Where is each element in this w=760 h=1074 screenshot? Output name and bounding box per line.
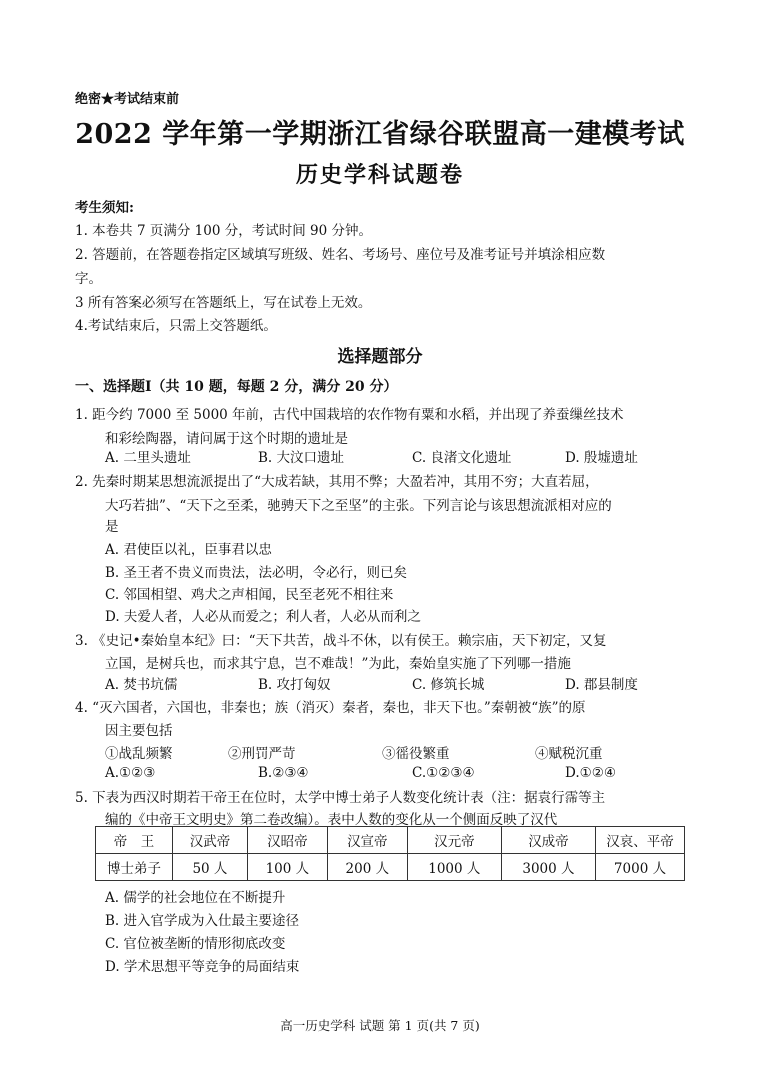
table-header-cell: 汉成帝 [501, 827, 595, 854]
table-header-cell: 汉宣帝 [327, 827, 407, 854]
q4-option-a: A.①②③ [105, 765, 156, 781]
confidential-label: 绝密★考试结束前 [75, 92, 180, 107]
q4-item-4: ④赋税沉重 [535, 746, 603, 762]
question-4-line: 因主要包括 [105, 723, 173, 739]
question-2-line: 2. 先秦时期某思想流派提出了“大成若缺，其用不弊；大盈若冲，其用不穷；大直若屈， [75, 474, 599, 490]
q3-option-b: B. 攻打匈奴 [258, 677, 331, 693]
notice-item: 2. 答题前，在答题卷指定区域填写班级、姓名、考场号、座位号及准考证号并填涂相应数 [75, 247, 606, 263]
q5-option-d: D. 学术思想平等竞争的局面结束 [105, 959, 300, 975]
q4-item-1: ①战乱频繁 [105, 746, 173, 762]
table-header-cell: 汉元帝 [407, 827, 501, 854]
q2-option-c: C. 邻国相望、鸡犬之声相闻，民至老死不相往来 [105, 587, 394, 603]
question-3-line: 立国，是树兵也，而求其宁息，岂不难哉！”为此，秦始皇实施了下列哪一措施 [105, 656, 571, 672]
question-5-line: 5. 下表为西汉时期若干帝王在位时，太学中博士弟子人数变化统计表（注：据袁行霈等主 [75, 790, 606, 806]
q3-option-a: A. 焚书坑儒 [105, 677, 178, 693]
page-footer: 高一历史学科 试题 第 1 页(共 7 页) [280, 1018, 480, 1033]
part-heading: 一、选择题Ⅰ（共 10 题，每题 2 分，满分 20 分） [75, 379, 398, 395]
q4-option-b: B.②③④ [258, 765, 309, 781]
notice-item: 3 所有答案必须写在答题纸上，写在试卷上无效。 [75, 295, 372, 311]
notice-item: 1. 本卷共 7 页满分 100 分，考试时间 90 分钟。 [75, 223, 372, 239]
q5-option-a: A. 儒学的社会地位在不断提升 [105, 890, 286, 906]
table-header-cell: 汉武帝 [173, 827, 248, 854]
q4-option-c: C.①②③④ [412, 765, 475, 781]
question-3-line: 3. 《史记•秦始皇本纪》曰：“天下共苦，战斗不休，以有侯王。赖宗庙，天下初定，又复 [75, 633, 607, 649]
q2-option-a: A. 君使臣以礼，臣事君以忠 [105, 542, 272, 558]
table-cell: 1000 人 [407, 854, 501, 881]
q4-option-d: D.①②④ [565, 765, 616, 781]
question-2-line: 是 [105, 519, 119, 535]
question-1-line: 1. 距今约 7000 至 5000 年前，古代中国栽培的农作物有粟和水稻，并出现了养蚕缫丝技术 [75, 407, 624, 423]
q1-option-b: B. 大汶口遗址 [258, 450, 345, 466]
q3-option-d: D. 郡县制度 [565, 677, 638, 693]
q2-option-d: D. 夫爱人者，人必从而爱之；利人者，人必从而利之 [105, 609, 421, 625]
q2-option-b: B. 圣王者不贵义而贵法，法必明，令必行，则已矣 [105, 565, 408, 581]
table-header-cell: 帝 王 [96, 827, 173, 854]
notice-heading: 考生须知: [75, 200, 134, 216]
question-1-line: 和彩绘陶器，请问属于这个时期的遗址是 [105, 431, 348, 447]
question-2-line: 大巧若拙”、“天下之至柔，驰骋天下之至坚”的主张。下列言论与该思想流派相对应的 [105, 498, 612, 514]
notice-item: 4.考试结束后，只需上交答题纸。 [75, 318, 277, 334]
question-5-line: 编的《中帝王文明史》第二卷改编）。表中人数的变化从一个侧面反映了汉代 [105, 812, 558, 828]
table-header-cell: 汉昭帝 [247, 827, 327, 854]
table-cell: 博士弟子 [96, 854, 173, 881]
q3-option-c: C. 修筑长城 [412, 677, 485, 693]
q5-option-c: C. 官位被垄断的情形彻底改变 [105, 936, 286, 952]
question-4-line: 4. “灭六国者，六国也，非秦也；族（消灭）秦者，秦也，非天下也。”秦朝被“族”的原 [75, 700, 586, 716]
q5-option-b: B. 进入官学成为入仕最主要途径 [105, 913, 300, 929]
table-row [96, 827, 685, 854]
q4-item-2: ②刑罚严苛 [228, 746, 296, 762]
notice-item: 字。 [75, 271, 102, 287]
table-cell: 3000 人 [501, 854, 595, 881]
table-cell: 200 人 [327, 854, 407, 881]
table-cell: 100 人 [247, 854, 327, 881]
table-header-cell: 汉哀、平帝 [596, 827, 685, 854]
table-cell: 50 人 [173, 854, 248, 881]
exam-subtitle: 历史学科试题卷 [295, 162, 464, 188]
q4-item-3: ③徭役繁重 [382, 746, 450, 762]
q1-option-d: D. 殷墟遗址 [565, 450, 638, 466]
exam-title: 2022 学年第一学期浙江省绿谷联盟高一建模考试 [75, 119, 685, 150]
q1-option-a: A. 二里头遗址 [105, 450, 191, 466]
table-row [96, 854, 685, 881]
q1-option-c: C. 良渚文化遗址 [412, 450, 512, 466]
data-table [95, 826, 685, 881]
table-cell: 7000 人 [596, 854, 685, 881]
section-title: 选择题部分 [337, 347, 423, 367]
